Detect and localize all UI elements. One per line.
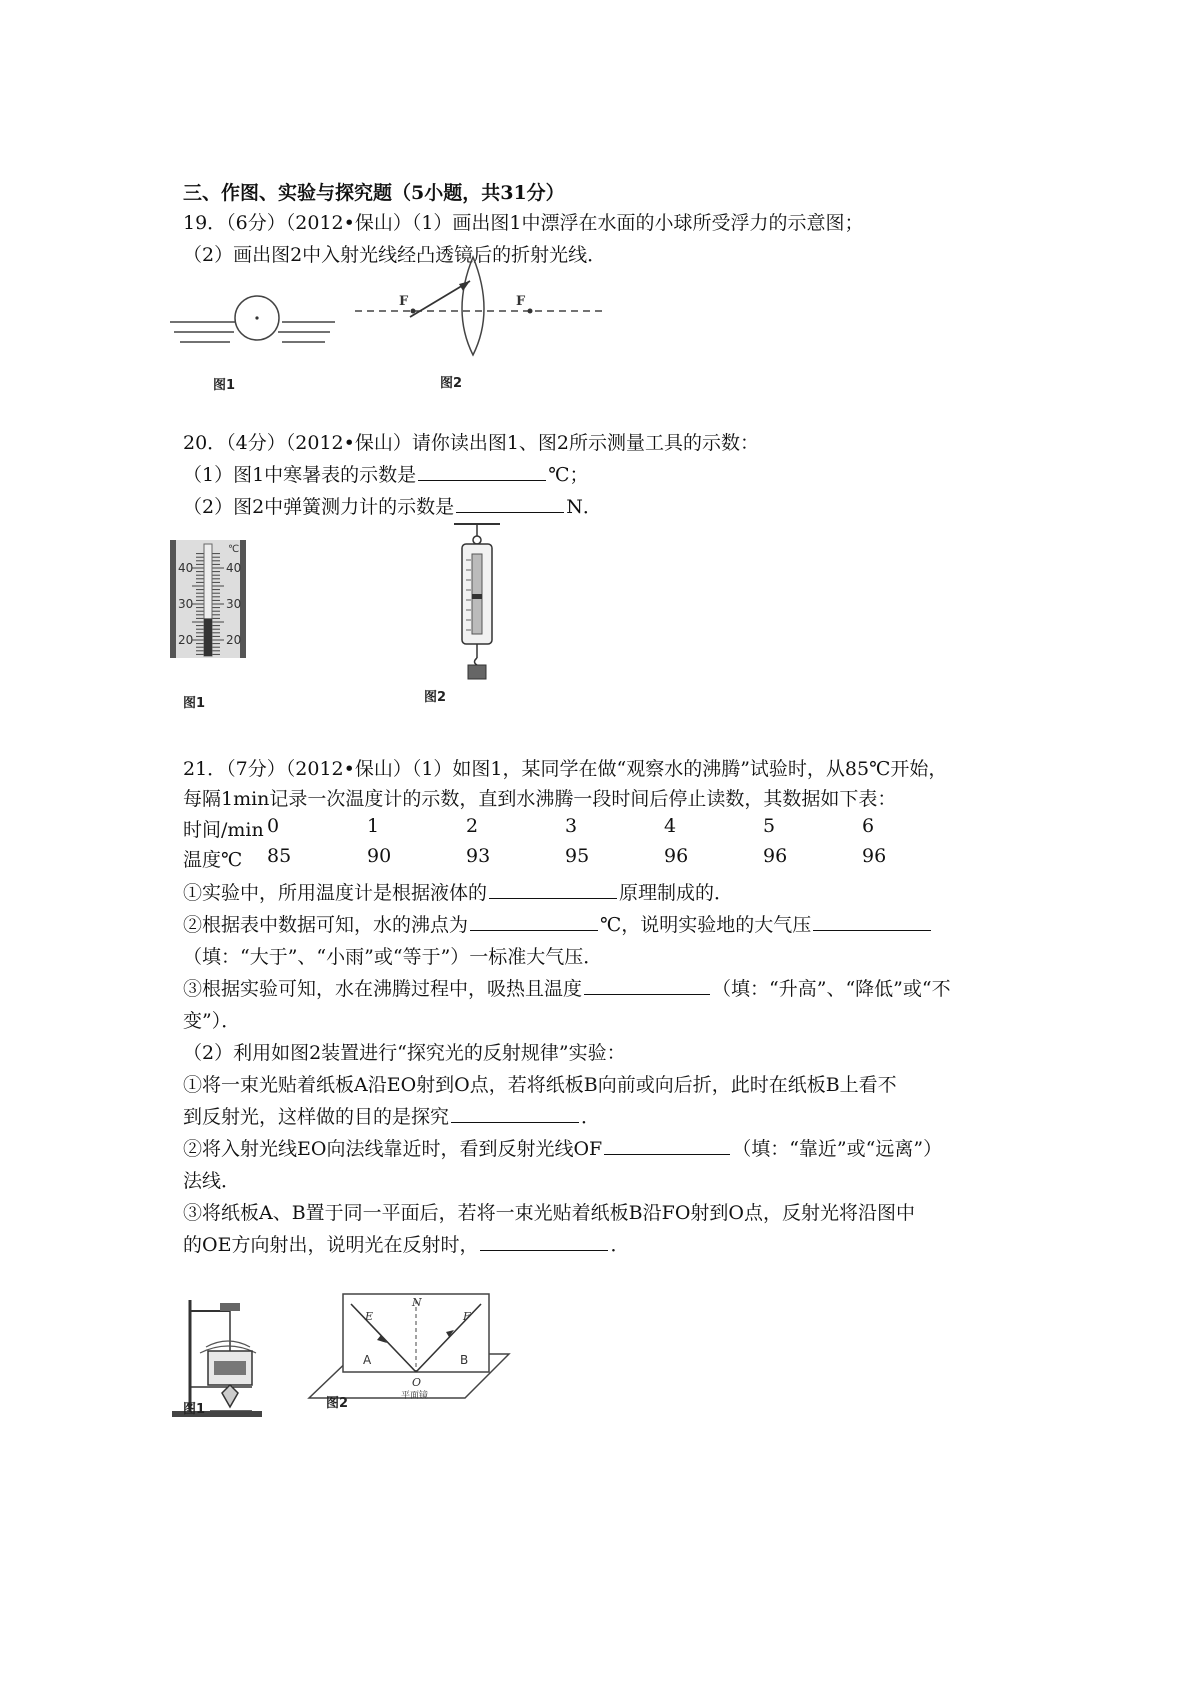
- convex-lens-figure: [355, 255, 610, 365]
- table-time-cell: 1: [367, 815, 380, 837]
- thermo-label-20-right: 20: [226, 633, 242, 647]
- table-temp-cell: 93: [466, 845, 491, 867]
- q21-line2: 每隔1min记录一次温度计的示数，直到水沸腾一段时间后停止读数，其数据如下表：: [183, 788, 897, 810]
- thermo-label-30-right: 30: [226, 597, 242, 611]
- q20-blank1-prefix: （1）图1中寒暑表的示数是: [183, 464, 417, 486]
- q21-answer-blank-purpose[interactable]: [451, 1104, 579, 1123]
- table-row1-label: 时间/min: [183, 819, 264, 841]
- table-time-cell: 6: [862, 815, 875, 837]
- spring-scale-figure: [452, 520, 512, 682]
- floating-ball-figure: [170, 290, 340, 365]
- table-time-cell: 3: [565, 815, 578, 837]
- table-row2-label: 温度℃: [183, 849, 243, 871]
- reflection-apparatus-figure: [305, 1290, 510, 1405]
- q21-answer-blank-principle[interactable]: [489, 880, 617, 899]
- q21-reflect1: ①将一束光贴着纸板A沿EO射到O点，若将纸板B向前或向后折，此时在纸板B上看不: [183, 1074, 897, 1096]
- q21-reflect2: [183, 1134, 942, 1164]
- q21-answer-blank-reversible[interactable]: [480, 1232, 608, 1251]
- q20-answer-blank-1[interactable]: [418, 462, 546, 481]
- table-temp-cell: 95: [565, 845, 590, 867]
- q19-line2: （2）画出图2中入射光线经凸透镜后的折射光线．: [183, 244, 607, 266]
- q21-s3-prefix: ③根据实验可知，水在沸腾过程中，吸热且温度: [183, 978, 583, 1000]
- q19-fig1-caption: 图1: [213, 378, 236, 393]
- q21-s2-prefix: ②根据表中数据可知，水的沸点为: [183, 914, 469, 936]
- ray-e-label: E: [365, 1310, 374, 1323]
- q19-fig2-caption: 图2: [440, 376, 463, 391]
- q21-reflect2-cont: 法线．: [183, 1170, 241, 1192]
- table-time-cell: 5: [763, 815, 776, 837]
- q21-r1-prefix: 到反射光，这样做的目的是探究: [183, 1106, 450, 1128]
- q21-s2-middle: ℃，说明实验地的大气压: [600, 914, 812, 936]
- normal-label: N: [412, 1296, 422, 1309]
- q20-blank2-suffix: N．: [566, 496, 602, 518]
- thermo-label-40-right: 40: [226, 561, 242, 575]
- table-time-cell: 0: [267, 815, 280, 837]
- board-a-label: A: [363, 1353, 372, 1367]
- q21-line1: 21．（7分）（2012•保山）（1）如图1，某同学在做“观察水的沸腾”试验时，从85℃开始，: [183, 758, 948, 780]
- board-b-label: B: [460, 1353, 469, 1367]
- q21-step3-cont: 变”）．: [183, 1010, 241, 1032]
- thermometer-figure: [170, 540, 250, 662]
- q20-fig2-caption: 图2: [424, 690, 447, 705]
- point-o-label: O: [412, 1376, 422, 1389]
- q20-blank1-suffix: ℃；: [548, 464, 589, 486]
- table-time-cell: 4: [664, 815, 677, 837]
- q21-answer-blank-reflected-ray[interactable]: [604, 1136, 730, 1155]
- focus-left-label: F: [399, 294, 409, 309]
- q21-reflect1-cont: [183, 1102, 600, 1132]
- q20-line2: [183, 460, 588, 490]
- thermo-liquid-column: [204, 618, 212, 656]
- thermo-label-30-left: 30: [178, 597, 194, 611]
- table-temp-cell: 96: [763, 845, 788, 867]
- q21-s1-prefix: ①实验中，所用温度计是根据液体的: [183, 882, 488, 904]
- q20-line3: [183, 492, 602, 522]
- boiling-data-table: [183, 815, 973, 879]
- mirror-label: 平面镜: [401, 1391, 429, 1401]
- q21-reflect3: ③将纸板A、B置于同一平面后，若将一束光贴着纸板B沿FO射到O点，反射光将沿图中: [183, 1202, 915, 1224]
- q21-step2: [183, 910, 933, 940]
- q21-r3-suffix: ．: [610, 1234, 630, 1256]
- section-title: 三、作图、实验与探究题（5小题，共31分）: [183, 182, 565, 204]
- q21-r1-suffix: ．: [581, 1106, 601, 1128]
- ray-f-label: F: [463, 1310, 471, 1323]
- table-temp-cell: 85: [267, 845, 292, 867]
- thermo-label-20-left: 20: [178, 633, 194, 647]
- thermo-unit: ℃: [228, 544, 240, 555]
- q21-fig2-caption: 图2: [326, 1396, 349, 1411]
- q21-r2-prefix: ②将入射光线EO向法线靠近时，看到反射光线OF: [183, 1138, 603, 1160]
- focus-right-label: F: [516, 294, 526, 309]
- q21-step3: [183, 974, 951, 1004]
- table-temp-cell: 96: [664, 845, 689, 867]
- q21-reflect3-cont: [183, 1230, 629, 1260]
- q20-blank2-prefix: （2）图2中弹簧测力计的示数是: [183, 496, 455, 518]
- q21-step2-cont: （填：“大于”、“小雨”或“等于”）一标准大气压．: [183, 946, 603, 968]
- q19-line1: 19．（6分）（2012•保山）（1）画出图1中漂浮在水面的小球所受浮力的示意图；: [183, 212, 864, 234]
- q21-step1: [183, 878, 733, 908]
- q20-answer-blank-2[interactable]: [456, 494, 564, 513]
- q21-fig1-caption: 图1: [183, 1402, 206, 1417]
- q21-answer-blank-temperature[interactable]: [584, 976, 710, 995]
- q21-answer-blank-pressure[interactable]: [813, 912, 931, 931]
- thermo-label-40-left: 40: [178, 561, 194, 575]
- q21-s3-suffix: （填：“升高”、“降低”或“不: [712, 978, 951, 1000]
- q21-r3-prefix: 的OE方向射出，说明光在反射时，: [183, 1234, 479, 1256]
- table-time-cell: 2: [466, 815, 479, 837]
- q21-part2-intro: （2）利用如图2装置进行“探究光的反射规律”实验：: [183, 1042, 626, 1064]
- q20-line1: 20．（4分）（2012•保山）请你读出图1、图2所示测量工具的示数：: [183, 432, 760, 454]
- q21-r2-suffix: （填：“靠近”或“远离”）: [732, 1138, 943, 1160]
- q21-answer-blank-boiling-point[interactable]: [470, 912, 598, 931]
- table-temp-cell: 90: [367, 845, 392, 867]
- q20-fig1-caption: 图1: [183, 696, 206, 711]
- table-temp-cell: 96: [862, 845, 887, 867]
- q21-s1-suffix: 原理制成的．: [619, 882, 734, 904]
